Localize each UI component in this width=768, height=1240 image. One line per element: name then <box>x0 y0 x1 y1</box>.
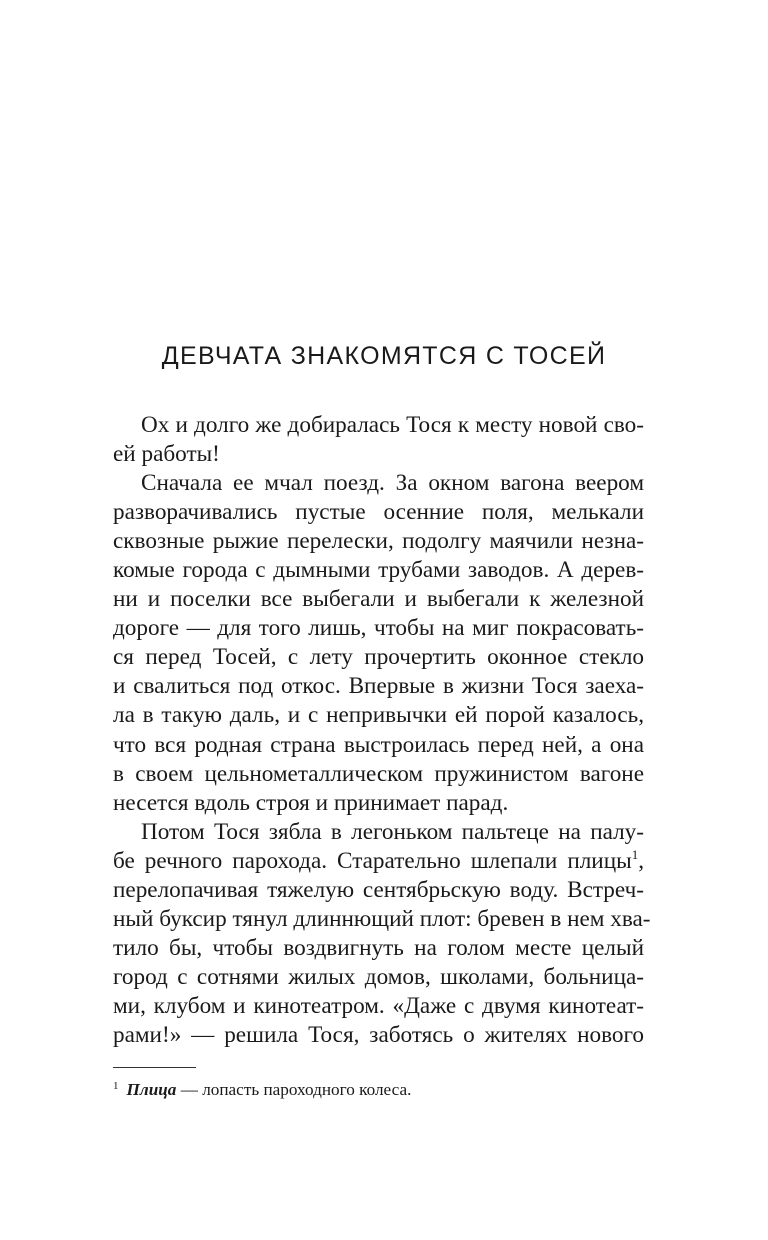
text-line: ный буксир тянул длиннющий плот: бревен в нем хва- <box>113 905 651 932</box>
footnote-reference[interactable]: 1 <box>631 846 639 862</box>
text-line: ей работы! <box>113 441 220 468</box>
text-line: ся перед Тосей, с лету прочертить оконное стекло <box>113 644 644 671</box>
text-line: что вся родная страна выстроилась перед ней, а она <box>113 731 644 758</box>
text-line: ми, клубом и кинотеатром. «Даже с двумя кинотеат- <box>113 992 644 1019</box>
body-text <box>113 411 651 1050</box>
text-line: сквозные рыжие перелески, подолгу маячили незна- <box>113 528 644 555</box>
text-line: несется вдоль строя и принимает парад. <box>113 789 509 816</box>
text-line-with-footnote <box>113 847 644 876</box>
text-line: ла в такую даль, и с непривычки ей порой казалось, <box>113 702 644 729</box>
text-line: город с сотнями жилых домов, школами, больница- <box>113 963 644 990</box>
text-line: Ох и долго же добиралась Тося к месту новой сво- <box>141 412 644 438</box>
text-line: перелопачивая тяжелую сентябрьскую воду. Встреч- <box>113 876 644 903</box>
text-line: дороге — для того лишь, чтобы на миг покрасовать- <box>113 615 644 642</box>
footnote-number: 1 <box>113 1080 119 1092</box>
chapter-title: ДЕВЧАТА ЗНАКОМЯТСЯ С ТОСЕЙ <box>161 342 607 370</box>
footnote <box>113 1078 644 1102</box>
text-line: Потом Тося зябла в легоньком пальтеце на палу- <box>141 818 644 845</box>
text-line-part: бе речного парохода. Старательно шлепали плицы <box>113 847 632 874</box>
text-line: рами!» — решила Тося, заботясь о жителях нового <box>113 1021 644 1048</box>
text-line: разворачивались пустые осенние поля, мелькали <box>113 499 644 526</box>
text-line: Сначала ее мчал поезд. За окном вагона веером <box>141 470 644 497</box>
footnote-term: Плица <box>126 1080 177 1099</box>
footnote-reference-comma: , <box>638 847 644 874</box>
text-line: ни и поселки все выбегали и выбегали к железной <box>113 586 644 613</box>
text-line: комые города с дымными трубами заводов. А дерев- <box>113 557 644 584</box>
text-line: и свалиться под откос. Впервые в жизни Тося заеха- <box>113 673 644 700</box>
footnote-divider <box>113 1067 196 1068</box>
text-line: тило бы, чтобы воздвигнуть на голом месте целый <box>113 934 644 961</box>
text-line: в своем цельнометаллическом пружинистом вагоне <box>113 760 644 787</box>
footnote-text: — лопасть пароходного колеса. <box>176 1080 412 1099</box>
